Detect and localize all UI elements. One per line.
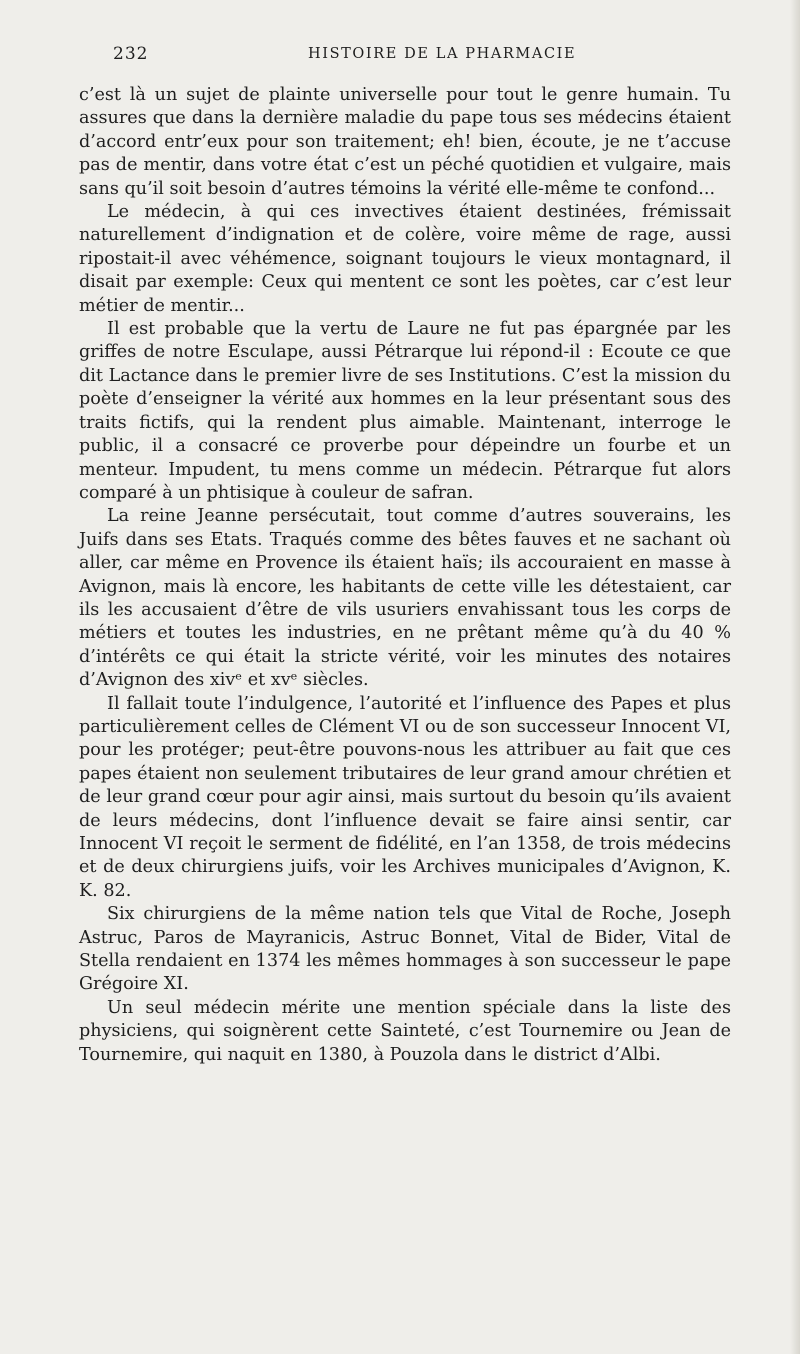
paragraph-3: Il est probable que la vertu de Laure ne fut pas épargnée par les griffes de notre Esculape, aussi Pétrarque lui répond-il : Ecoute ce que dit Lactance dans le premier livre de ses Institutions. C’est la mission du poète d’enseigner la vérité aux hommes en la leur présentant sous des traits fictifs, qui la rendent plus aimable. Maintenant, interroge le public, il a consacré ce proverbe pour dépeindre un fourbe et un menteur. Impudent, tu mens comme un médecin. Pétrarque fut alors comparé à un phtisique à couleur de safran. [79, 319, 731, 503]
paragraph-4: La reine Jeanne persécutait, tout comme d’autres souverains, les Juifs dans ses Etats. Traqués comme des bêtes fauves et ne sachant où aller, car même en Provence ils étaient haïs; ils accouraient en masse à Avignon, mais là encore, les habitants de cette ville les détestaient, car ils les accusaient d’être de vils usuriers envahissant tous les corps de métiers et toutes les industries, en ne prêtant même qu’à du 40 % d’intérêts ce qui était la stricte vérité, voir les minutes des notaires d’Avignon des xivᵉ et xvᵉ siècles. [79, 506, 731, 691]
paragraph-7: Un seul médecin mérite une mention spéciale dans la liste des physiciens, qui soignèrent cette Sainteté, c’est Tournemire ou Jean de Tournemire, qui naquit en 1380, à Pouzola dans le district d’Albi. [79, 997, 731, 1065]
body-text [79, 84, 731, 1067]
paragraph-1: c’est là un sujet de plainte universelle pour tout le genre humain. Tu assures que dans la dernière maladie du pape tous ses médecins étaient d’accord entr’eux pour son traitement; eh! bien, écoute, je ne t’accuse pas de mentir, dans votre état c’est un péché quotidien et vulgaire, mais sans qu’il soit besoin d’autres témoins la vérité elle-même te confond... [79, 85, 731, 199]
page-edge-shadow [790, 0, 800, 1354]
paragraph-5: Il fallait toute l’indulgence, l’autorité et l’influence des Papes et plus particulièrement celles de Clément VI ou de son successeur Innocent VI, pour les protéger; peut-être pouvons-nous les attribuer au fait que ces papes étaient non seulement tributaires de leur grand amour chrétien et de leur grand cœur pour agir ainsi, mais surtout du besoin qu’ils avaient de leurs médecins, dont l’influence devait se faire ainsi sentir, car Innocent VI reçoit le serment de fidélité, en l’an 1358, de trois médecins et de deux chirurgiens juifs, voir les Archives municipales d’Avignon, K. K. 82. [79, 693, 731, 901]
paragraph-2: Le médecin, à qui ces invectives étaient destinées, frémissait naturellement d’indignation et de colère, voire même de rage, aussi ripostait-il avec véhémence, soignant toujours le vieux montagnard, il disait par exemple: Ceux qui mentent ce sont les poètes, car c’est leur métier de mentir... [79, 202, 731, 316]
running-title: HISTOIRE DE LA PHARMACIE [308, 46, 577, 62]
page-number: 232 [113, 44, 149, 64]
paragraph-6: Six chirurgiens de la même nation tels que Vital de Roche, Joseph Astruc, Paros de Mayranicis, Astruc Bonnet, Vital de Bider, Vital de Stella rendaient en 1374 les mêmes hommages à son successeur le pape Grégoire XI. [79, 904, 731, 995]
page-header [113, 44, 733, 66]
